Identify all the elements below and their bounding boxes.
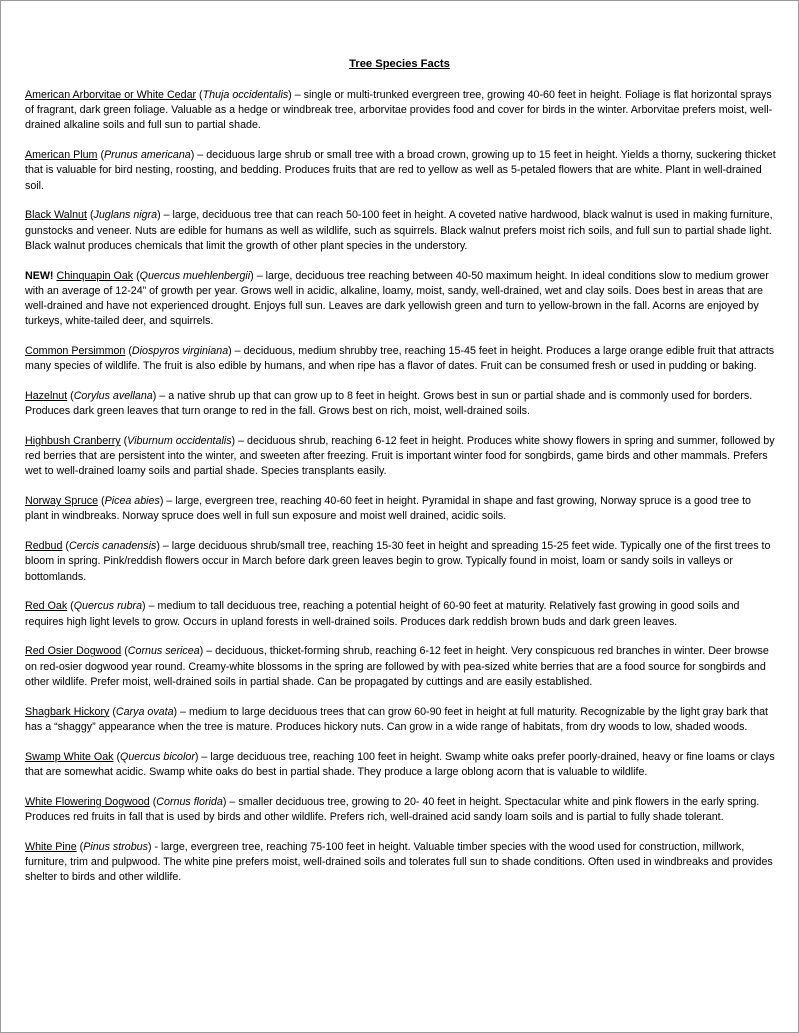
separator: - xyxy=(151,840,162,853)
separator: – xyxy=(194,149,207,162)
scientific-name: Thuja occidentalis xyxy=(202,89,289,101)
scientific-name: Corylus avellana xyxy=(73,390,153,403)
species-name: Hazelnut xyxy=(25,390,68,403)
species-description: smaller deciduous tree, growing to 20- 40 feet in height. Spectacular white and pink flowers in the early spring. Produces red fruits in fall that is used by birds and other wildlife. Prefers rich, well-drained acid sandy loam soils and is partial to fully shade tolerant. xyxy=(25,795,760,823)
scientific-name: Juglans nigra xyxy=(93,209,158,222)
species-description: single or multi-trunked evergreen tree, growing 40-60 feet in height. Foliage is flat horizontal sprays of fragrant, dark green foliage. Valuable as a hedge or windbreak tree, arborvitae provides food and cover for birds in the winter. Arborvitae prefers moist, well-drained alkaline soils and full sun to partial shade. xyxy=(25,89,773,132)
species-description: deciduous, thicket-forming shrub, reaching 6-12 feet in height. Very conspicuous red branches in winter. Deer browse on red-osier dogwood year round. Creamy-white blossoms in the spring are followed by with pea-sized white berries that are a food source for songbirds and other wildlife. Prefer moist, well-drained soils in partial shade. Can be propagated by cuttings and are easily established. xyxy=(25,645,769,688)
species-entry: Norway Spruce (Picea abies) – large, evergreen tree, reaching 40-60 feet in height. Pyramidal in shape and fast growing, Norway spruce is a good tree to plant in windbreaks. Norway spruce does well in full sun exposure and moist well drained, acidic soils. xyxy=(25,495,751,523)
species-name: Shagbark Hickory xyxy=(25,705,110,718)
species-name: White Flowering Dogwood xyxy=(25,795,150,808)
species-entry: White Flowering Dogwood (Cornus florida) – smaller deciduous tree, growing to 20- 40 feet in height. Spectacular white and pink flowers in the early spring. Produces red fruits in fall that is used by birds and other wildlife. Prefers rich, well-drained acid sandy loam soils and is partial to fully shade tolerant. xyxy=(25,795,760,823)
separator: – xyxy=(291,89,304,101)
species-name: Redbud xyxy=(25,540,63,553)
species-entry: NEW! Chinquapin Oak (Quercus muehlenbergii) – large, deciduous tree reaching between 40-50 maximum height. In ideal conditions slow to medium grower with an average of 12-24” of growth per year. Grows well in acidic, alkaline, loamy, moist, sandy, well-drained, wet and clay soils. Does best in areas that are well-drained and have not experienced drought. Enjoys full sun. Leaves are dark yellowish green and turn to yellow-brown in the fall. Acorns are enjoyed by turkeys, white-tailed deer, and squirrels. xyxy=(25,269,769,328)
species-name: Swamp White Oak xyxy=(25,750,114,763)
separator: – xyxy=(226,795,239,808)
species-description: medium to large deciduous trees that can grow 60-90 feet in height at full maturity. Recognizable by the light gray bark that has a “shaggy” appearance when the tree is mature. Produces hickory nuts. Can grow in a wide range of habitats, from dry woods to low, shaded woods. xyxy=(25,705,768,733)
separator: – xyxy=(253,269,266,282)
species-name: Red Oak xyxy=(25,600,68,613)
species-description: deciduous shrub, reaching 6-12 feet in height. Produces white showy flowers in spring and summer, followed by red berries that are persistent into the winter, and sweeten after freezing. Fruit is important winter food for songbirds, game birds and other mammals. Prefers wet to well-drained loamy soils and partial shade. Species transplants easily. xyxy=(25,435,775,478)
species-entry: White Pine (Pinus strobus) - large, evergreen tree, reaching 75-100 feet in height. Valuable timber species with the wood used for construction, millwork, furniture, trim and pulpwood. The white pine prefers moist, well-drained soils and tolerates full sun to shade conditions. Often used in windbreaks and provides shelter to birds and other wildlife. xyxy=(25,840,773,884)
species-entry: Redbud (Cercis canadensis) – large deciduous shrub/small tree, reaching 15-30 feet in height and spreading 15-25 feet wide. Typically one of the first trees to bloom in spring. Pink/reddish flowers occur in March before dark green leaves begin to grow. Typically found in moist, loam or sandy soils in valleys or bottomlands. xyxy=(25,540,771,583)
species-entry: Black Walnut (Juglans nigra) – large, deciduous tree that can reach 50-100 feet in height. A coveted native hardwood, black walnut is used in making furniture, gunstocks and veneer. Nuts are edible for humans as well as wildlife, such as squirrels. Black walnut prefers moist rich soils, and full sun to partial shade light. Black walnut produces chemicals that limit the growth of other plant species in the understory. xyxy=(25,209,773,252)
species-entry: Red Osier Dogwood (Cornus sericea) – deciduous, thicket-forming shrub, reaching 6-12 feet in height. Very conspicuous red branches in winter. Deer browse on red-osier dogwood year round. Creamy-white blossoms in the spring are followed by with pea-sized white berries that are a food source for songbirds and other wildlife. Prefer moist, well-drained soils in partial shade. Can be propagated by cuttings and are easily established. xyxy=(25,645,769,688)
species-description: deciduous, medium shrubby tree, reaching 15-45 feet in height. Produces a large orange edible fruit that attracts many species of wildlife. The fruit is also edible by humans, and when ripe has a flavor of dates. Fruit can be consumed fresh or used in pudding or baking. xyxy=(25,345,775,373)
species-entry: Highbush Cranberry (Viburnum occidentalis) – deciduous shrub, reaching 6-12 feet in height. Produces white showy flowers in spring and summer, followed by red berries that are persistent into the winter, and sweeten after freezing. Fruit is important winter food for songbirds, game birds and other mammals. Prefers wet to well-drained loamy soils and partial shade. Species transplants easily. xyxy=(25,435,775,478)
species-entry: American Arborvitae or White Cedar (Thuja occidentalis) – single or multi-trunked evergreen tree, growing 40-60 feet in height. Foliage is flat horizontal sprays of fragrant, dark green foliage. Valuable as a hedge or windbreak tree, arborvitae provides food and cover for birds in the winter. Arborvitae prefers moist, well-drained alkaline soils and full sun to partial shade. xyxy=(25,89,773,132)
scientific-name: Cornus florida xyxy=(156,795,223,808)
species-entry: Shagbark Hickory (Carya ovata) – medium to large deciduous trees that can grow 60-90 feet in height at full maturity. Recognizable by the light gray bark that has a “shaggy” appearance when the tree is mature. Produces hickory nuts. Can grow in a wide range of habitats, from dry woods to low, shaded woods. xyxy=(25,705,768,733)
species-entry: Common Persimmon (Diospyros virginiana) – deciduous, medium shrubby tree, reaching 15-45 feet in height. Produces a large orange edible fruit that attracts many species of wildlife. The fruit is also edible by humans, and when ripe has a flavor of dates. Fruit can be consumed fresh or used in pudding or baking. xyxy=(25,345,775,373)
species-name: Common Persimmon xyxy=(25,345,126,358)
scientific-name: Viburnum occidentalis xyxy=(127,435,232,448)
species-name: Black Walnut xyxy=(25,209,87,222)
species-name: White Pine xyxy=(25,840,77,853)
species-name: Norway Spruce xyxy=(25,495,99,508)
species-name: American Plum xyxy=(25,149,98,162)
species-name: Highbush Cranberry xyxy=(25,435,121,448)
species-description: large deciduous tree, reaching 100 feet in height. Swamp white oaks prefer poorly-drained, heavy or fine loams or clays that are somewhat acidic. Swamp white oaks do best in partial shade. They produce a large oblong acorn that is valuable to wildlife. xyxy=(25,750,775,778)
species-description: large, deciduous tree reaching between 40-50 maximum height. In ideal conditions slow to medium grower with an average of 12-24” of growth per year. Grows well in acidic, alkaline, loamy, moist, sandy, well-drained, wet and clay soils. Does best in areas that are well-drained and have not experienced drought. Enjoys full sun. Leaves are dark yellowish green and turn to yellow-brown in the fall. Acorns are enjoyed by turkeys, white-tailed deer, and squirrels. xyxy=(25,269,769,328)
species-description: large, deciduous tree that can reach 50-100 feet in height. A coveted native hardwood, black walnut is used in making furniture, gunstocks and veneer. Nuts are edible for humans as well as wildlife, such as squirrels. Black walnut prefers moist rich soils, and full sun to partial shade light. Black walnut produces chemicals that limit the growth of other plant species in the understory. xyxy=(25,209,773,252)
scientific-name: Carya ovata xyxy=(115,705,174,718)
species-entry: Swamp White Oak (Quercus bicolor) – large deciduous tree, reaching 100 feet in height. Swamp white oaks prefer poorly-drained, heavy or fine loams or clays that are somewhat acidic. Swamp white oaks do best in partial shade. They produce a large oblong acorn that is valuable to wildlife. xyxy=(25,750,775,778)
scientific-name: Cercis canadensis xyxy=(68,540,157,553)
scientific-name: Quercus rubra xyxy=(73,600,143,613)
separator: – xyxy=(160,209,173,222)
scientific-name: Picea abies xyxy=(104,495,160,508)
species-entry: American Plum (Prunus americana) – deciduous large shrub or small tree with a broad crown, growing up to 15 feet in height. Yields a thorny, suckering thicket that is valuable for bird nesting, roosting, and bedding. Produces fruits that are red to yellow as well as 5-petaled flowers that are white. Plant in well-drained soil. xyxy=(25,149,776,192)
scientific-name: Pinus strobus xyxy=(83,840,148,853)
separator: – xyxy=(177,705,189,718)
separator: – xyxy=(235,435,247,448)
species-description: medium to tall deciduous tree, reaching a potential height of 60-90 feet at maturity. Relatively fast growing in good soils and requires high light levels to grow. Occurs in upland forests in well-drained soils. Produces dark reddish brown buds and dark green leaves. xyxy=(25,600,740,628)
separator: – xyxy=(159,540,172,553)
species-entry: Red Oak (Quercus rubra) – medium to tall deciduous tree, reaching a potential height of 60-90 feet at maturity. Relatively fast growing in good soils and requires high light levels to grow. Occurs in upland forests in well-drained soils. Produces dark reddish brown buds and dark green leaves. xyxy=(25,600,740,628)
species-name: Red Osier Dogwood xyxy=(25,645,122,658)
species-description: large, evergreen tree, reaching 40-60 feet in height. Pyramidal in shape and fast growing, Norway spruce is a good tree to plant in windbreaks. Norway spruce does well in full sun exposure and moist well drained, acidic soils. xyxy=(25,495,751,523)
scientific-name: Cornus sericea xyxy=(127,645,200,658)
scientific-name: Prunus americana xyxy=(104,149,191,162)
species-description: large deciduous shrub/small tree, reaching 15-30 feet in height and spreading 15-25 feet wide. Typically one of the first trees to bloom in spring. Pink/reddish flowers occur in March before dark green leaves begin to grow. Typically found in moist, loam or sandy soils in valleys or bottomlands. xyxy=(25,540,771,583)
species-list xyxy=(25,88,777,900)
scientific-name: Diospyros virginiana xyxy=(131,345,229,358)
separator: – xyxy=(156,390,169,403)
species-name: Chinquapin Oak xyxy=(56,269,134,282)
separator: – xyxy=(198,750,211,763)
new-tag: NEW! xyxy=(25,269,54,282)
species-description: large, evergreen tree, reaching 75-100 feet in height. Valuable timber species with the wood used for construction, millwork, furniture, trim and pulpwood. The white pine prefers moist, well-drained soils and tolerates full sun to shade conditions. Often used in windbreaks and provides shelter to birds and other wildlife. xyxy=(25,840,773,884)
scientific-name: Quercus muehlenbergii xyxy=(139,269,251,282)
page-title: Tree Species Facts xyxy=(349,58,450,70)
species-description: a native shrub up that can grow up to 8 feet in height. Grows best in sun or partial shade and is commonly used for borders. Produces dark green leaves that turn orange to red in the fall. Grows best on rich, moist, well-drained soils. xyxy=(25,390,753,418)
separator: – xyxy=(163,495,176,508)
separator: – xyxy=(145,600,158,613)
species-name: American Arborvitae or White Cedar xyxy=(25,89,197,101)
scientific-name: Quercus bicolor xyxy=(120,750,195,763)
separator: – xyxy=(231,345,244,358)
separator: – xyxy=(203,645,216,658)
species-description: deciduous large shrub or small tree with a broad crown, growing up to 15 feet in height. Yields a thorny, suckering thicket that is valuable for bird nesting, roosting, and bedding. Produces fruits that are red to yellow as well as 5-petaled flowers that are white. Plant in well-drained soil. xyxy=(25,149,776,192)
species-entry: Hazelnut (Corylus avellana) – a native shrub up that can grow up to 8 feet in height. Grows best in sun or partial shade and is commonly used for borders. Produces dark green leaves that turn orange to red in the fall. Grows best on rich, moist, well-drained soils. xyxy=(25,390,753,418)
